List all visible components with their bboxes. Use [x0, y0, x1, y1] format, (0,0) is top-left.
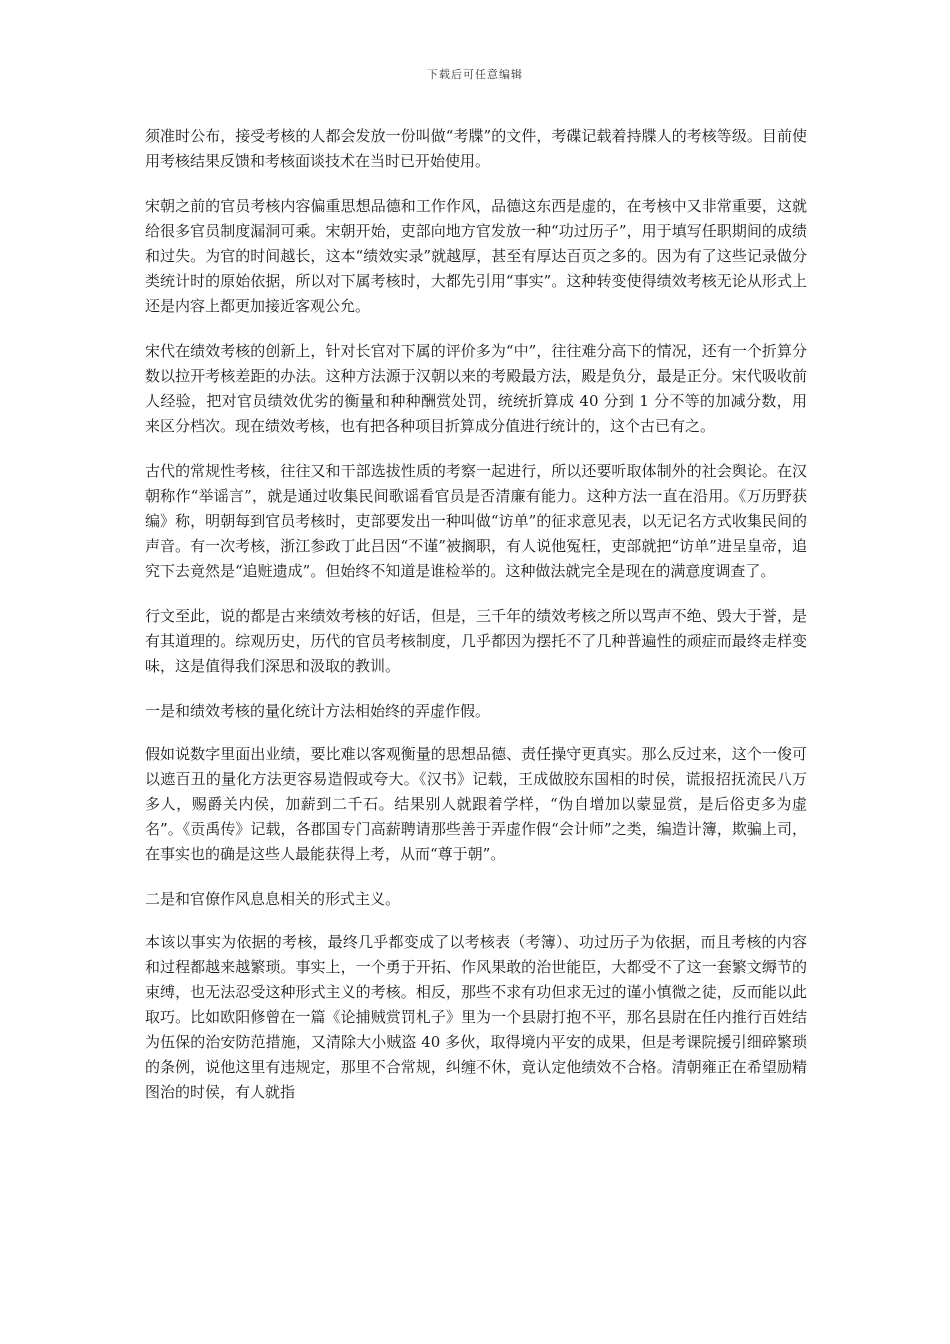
- section-heading: 一是和绩效考核的量化统计方法相始终的弄虚作假。: [145, 702, 491, 720]
- paragraph: 宋代在绩效考核的创新上，针对长官对下属的评价多为“中”，往往难分高下的情况，还有一个折算分数以拉开考核差距的办法。这种方法源于汉朝以来的考殿最方法，殿是负分，最是正分。宋代吸收前人经验，把对官员绩效优劣的衡量和种种酬赏处罚，统统折算成 40 分到 1 分不等的加减分数，用来区分档次。现在绩效考核，也有把各种项目折算成分值进行统计的，这个古已有之。: [145, 342, 807, 435]
- paragraph: 宋朝之前的官员考核内容偏重思想品德和工作作风，品德这东西是虚的，在考核中又非常重要，这就给很多官员制度漏洞可乘。宋朝开始，吏部向地方官发放一种“功过历子”，用于填写任职期间的成绩和过失。为官的时间越长，这本“绩效实录”就越厚，甚至有厚达百页之多的。因为有了这些记录做分类统计时的原始依据，所以对下属考核时，大都先引用“事实”。这种转变使得绩效考核无论从形式上还是内容上都更加接近客观公允。: [145, 197, 807, 315]
- paragraph: 假如说数字里面出业绩，要比难以客观衡量的思想品德、责任操守更真实。那么反过来，这个一俊可以遮百丑的量化方法更容易造假或夸大。《汉书》记载，王成做胶东国相的时侯，谎报招抚流民八万多人，赐爵关内侯，加薪到二千石。结果别人就跟着学样，“伪自增加以蒙显赏，是后俗吏多为虚名”。《贡禹传》记载，各郡国专门高薪聘请那些善于弄虚作假“会计师”之类，编造计簿，欺骗上司，在事实也的确是这些人最能获得上考，从而“尊于朝”。: [145, 745, 807, 863]
- page-header: 下载后可任意编辑: [427, 68, 523, 81]
- document-body: [145, 124, 807, 1125]
- paragraph: 古代的常规性考核，往往又和干部选拔性质的考察一起进行，所以还要听取体制外的社会舆论。在汉朝称作“举谣言”，就是通过收集民间歌谣看官员是否清廉有能力。这种方法一直在沿用。《万历野获编》称，明朝每到官员考核时，吏部要发出一种叫做“访单”的征求意见表，以无记名方式收集民间的声音。有一次考核，浙江参政丁此吕因“不谨”被搁职，有人说他冤枉，吏部就把“访单”进呈皇帝，追究下去竟然是“追赃遗成”。但始终不知道是谁检举的。这种做法就完全是现在的满意度调查了。: [145, 462, 807, 580]
- paragraph: 行文至此，说的都是古来绩效考核的好话，但是，三千年的绩效考核之所以骂声不绝、毁大于誉，是有其道理的。综观历史，历代的官员考核制度，几乎都因为摆托不了几种普遍性的顽症而最终走样变味，这是值得我们深思和汲取的教训。: [145, 607, 807, 675]
- section-heading: 二是和官僚作风息息相关的形式主义。: [145, 890, 401, 908]
- paragraph: 须准时公布，接受考核的人都会发放一份叫做“考牒”的文件，考碟记载着持牒人的考核等级。目前使用考核结果反馈和考核面谈技术在当时已开始使用。: [145, 127, 807, 170]
- paragraph: 本该以事实为依据的考核，最终几乎都变成了以考核表（考簿）、功过历子为依据，而且考核的内容和过程都越来越繁琐。事实上，一个勇于开拓、作风果敢的治世能臣，大都受不了这一套繁文缛节的束缚，也无法忍受这种形式主义的考核。相反，那些不求有功但求无过的谨小慎微之徒，反而能以此取巧。比如欧阳修曾在一篇《论捕贼赏罚札子》里为一个县尉打抱不平，那名县尉在任内推行百姓结为伍保的治安防范措施，又清除大小贼盗 40 多伙，取得境内平安的成果，但是考课院援引细碎繁琐的条例，说他这里有违规定，那里不合常规，纠缠不休，竟认定他绩效不合格。清朝雍正在希望励精图治的时侯，有人就指: [145, 933, 807, 1101]
